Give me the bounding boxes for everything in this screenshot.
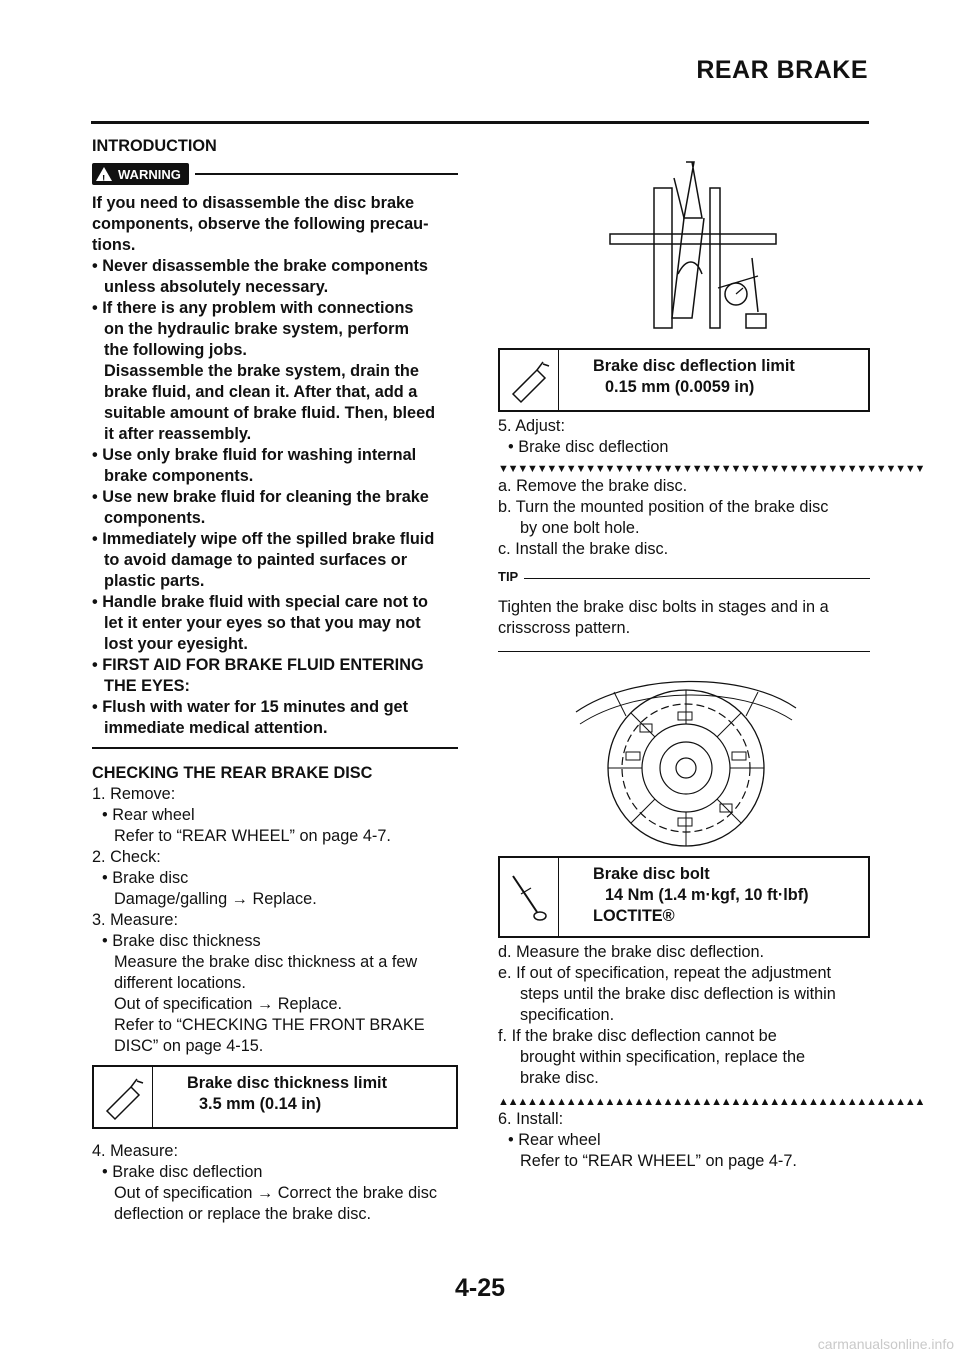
warning-bullet: • Handle brake fluid with special care not to let it enter your eyes so that you may not lost your eyesight. [92,592,458,655]
tip-label: TIP [498,569,519,584]
spec-value: 14 Nm (1.4 m·kgf, 10 ft·lbf) [605,886,809,904]
spec-box-deflection [498,348,870,412]
page-title: REAR BRAKE [696,56,868,84]
title-rule [91,121,869,124]
step-install: 6. Install: [498,1110,564,1128]
step-text: Damage/galling → Replace. [114,890,317,908]
bullet-text: lost your eyesight. [104,635,248,653]
substep: specification. [520,1006,615,1024]
step-remove: 1. Remove: [92,785,176,803]
bullet-text: brake components. [104,467,254,485]
warning-bullet: • FIRST AID FOR BRAKE FLUID ENTERING THE EYES: [92,655,458,697]
bullet-text: Rear wheel [518,1131,601,1149]
warning-label: WARNING [118,166,181,182]
step-bullet: • Rear wheel [508,1131,601,1149]
spec-title: Brake disc bolt [593,865,710,883]
substep: d. Measure the brake disc deflection. [498,943,765,961]
warning-rule [195,173,458,175]
caliper-gauge-icon [94,1067,153,1127]
bullet-text: it after reassembly. [104,425,252,443]
bullet-text: Rear wheel [112,806,195,824]
step-bullet: • Brake disc [102,869,189,887]
procedure-start-marks: ▼▼▼▼▼▼▼▼▼▼▼▼▼▼▼▼▼▼▼▼▼▼▼▼▼▼▼▼▼▼▼▼▼▼▼▼▼▼▼▼▼▼▼▼ [498,463,925,475]
tip-end-rule [498,651,870,652]
bullet-text: unless absolutely necessary. [104,278,329,296]
warning-bullet: • If there is any problem with connections on the hydraulic brake system, perform the following jobs. Disassemble the brake system, drain the brake fluid, and clean it. After that, add a suitable amount of brake fluid. Then, bleed it after reassembly. [92,298,458,445]
spec-extra: LOCTITE® [593,907,675,925]
step-text: deflection or replace the brake disc. [114,1205,372,1223]
bullet-text: THE EYES: [104,677,190,695]
tip-text: Tighten the brake disc bolts in stages and in a [498,598,829,616]
warning-badge [92,163,189,185]
caliper-gauge-icon [500,350,559,410]
warning-bullet: • Immediately wipe off the spilled brake fluid to avoid damage to painted surfaces or plastic parts. [92,529,458,592]
substep: f. If the brake disc deflection cannot be [498,1027,777,1045]
spec-title: Brake disc thickness limit [187,1074,387,1092]
bullet-text: If there is any problem with connections [102,299,414,317]
warning-bullet: • Use new brake fluid for cleaning the brake components. [92,487,458,529]
substep: brought within specification, replace the [520,1048,806,1066]
page-number: 4-25 [454,1274,506,1302]
bullet-text: Use only brake fluid for washing internal [102,446,417,464]
step-text: Refer to “REAR WHEEL” on page 4-7. [520,1152,797,1170]
bullet-text: to avoid damage to painted surfaces or [104,551,408,569]
bullet-text: suitable amount of brake fluid. Then, bleed [104,404,436,422]
bullet-text: Use new brake fluid for cleaning the brake [102,488,429,506]
step-text: Refer to “CHECKING THE FRONT BRAKE [114,1016,425,1034]
warning-line: tions. [92,236,136,254]
bullet-text: brake fluid, and clean it. After that, add a [104,383,418,401]
bullet-text: Disassemble the brake system, drain the [104,362,419,380]
substep: a. Remove the brake disc. [498,477,688,495]
warning-bullet: • Use only brake fluid for washing internal brake components. [92,445,458,487]
bullet-text: the following jobs. [104,341,247,359]
spec-box-thickness [92,1065,458,1129]
watermark: carmanualsonline.info [817,1336,954,1352]
warning-end-rule [92,747,458,749]
warning-line: If you need to disassemble the disc brake [92,194,415,212]
step-measure: 4. Measure: [92,1142,178,1160]
tip-rule [524,578,870,579]
right-column-lower [498,856,925,1172]
spec-body [153,1067,397,1127]
step-adjust: 5. Adjust: [498,417,565,435]
torque-wrench-icon [500,858,559,936]
warning-bullet: • Flush with water for 15 minutes and get immediate medical attention. [92,697,458,739]
step-bullet: • Rear wheel [102,806,195,824]
tip-text: crisscross pattern. [498,619,631,637]
bullet-text: Brake disc deflection [518,438,669,456]
warning-line: components, observe the following precau- [92,215,429,233]
introduction-heading: INTRODUCTION [92,137,217,155]
left-column [92,136,458,1225]
brake-disc-illustration [574,672,798,848]
step-text: different locations. [114,974,246,992]
spec-value: 0.15 mm (0.0059 in) [605,378,755,396]
warning-bullet: • Never disassemble the brake components unless absolutely necessary. [92,256,458,298]
step-text: Out of specification → Replace. [114,995,343,1013]
substep: steps until the brake disc deflection is within [520,985,836,1003]
spec-box-bolt [498,856,870,938]
checking-heading: CHECKING THE REAR BRAKE DISC [92,764,373,782]
step-bullet: • Brake disc deflection [508,438,669,456]
step-bullet: • Brake disc deflection [102,1163,263,1181]
bullet-text: components. [104,509,206,527]
substep: b. Turn the mounted position of the brake disc [498,498,829,516]
bullet-text: Immediately wipe off the spilled brake fluid [102,530,435,548]
spec-title: Brake disc deflection limit [593,357,795,375]
step-text: Refer to “REAR WHEEL” on page 4-7. [114,827,391,845]
spec-value: 3.5 mm (0.14 in) [199,1095,322,1113]
step-text: DISC” on page 4-15. [114,1037,264,1055]
procedure-end-marks: ▲▲▲▲▲▲▲▲▲▲▲▲▲▲▲▲▲▲▲▲▲▲▲▲▲▲▲▲▲▲▲▲▲▲▲▲▲▲▲▲▲▲▲▲ [498,1096,925,1108]
warning-triangle-icon: ! [96,167,112,181]
bullet-text: Handle brake fluid with special care not to [102,593,428,611]
substep: brake disc. [520,1069,599,1087]
spec-body [559,858,819,936]
step-text: Measure the brake disc thickness at a few [114,953,418,971]
bullet-text: let it enter your eyes so that you may not [104,614,421,632]
bullet-text: Flush with water for 15 minutes and get [102,698,409,716]
warning-body [92,193,458,739]
substep: c. Install the brake disc. [498,540,669,558]
step-measure: 3. Measure: [92,911,178,929]
bullet-text: plastic parts. [104,572,205,590]
warning-header [92,163,458,185]
tip-header [498,566,870,587]
bullet-text: Brake disc [112,869,189,887]
substep: e. If out of specification, repeat the adjustment [498,964,832,982]
step-text: Out of specification → Correct the brake disc [114,1184,438,1202]
bullet-text: Brake disc thickness [112,932,261,950]
step-check: 2. Check: [92,848,161,866]
dial-gauge-illustration [586,158,786,328]
step-bullet: • Brake disc thickness [102,932,261,950]
bullet-text: Brake disc deflection [112,1163,263,1181]
bullet-text: FIRST AID FOR BRAKE FLUID ENTERING [102,656,424,674]
spec-body [559,350,805,410]
right-column [498,348,925,652]
bullet-text: on the hydraulic brake system, perform [104,320,409,338]
bullet-text: immediate medical attention. [104,719,328,737]
bullet-text: Never disassemble the brake components [102,257,428,275]
substep: by one bolt hole. [520,519,640,537]
